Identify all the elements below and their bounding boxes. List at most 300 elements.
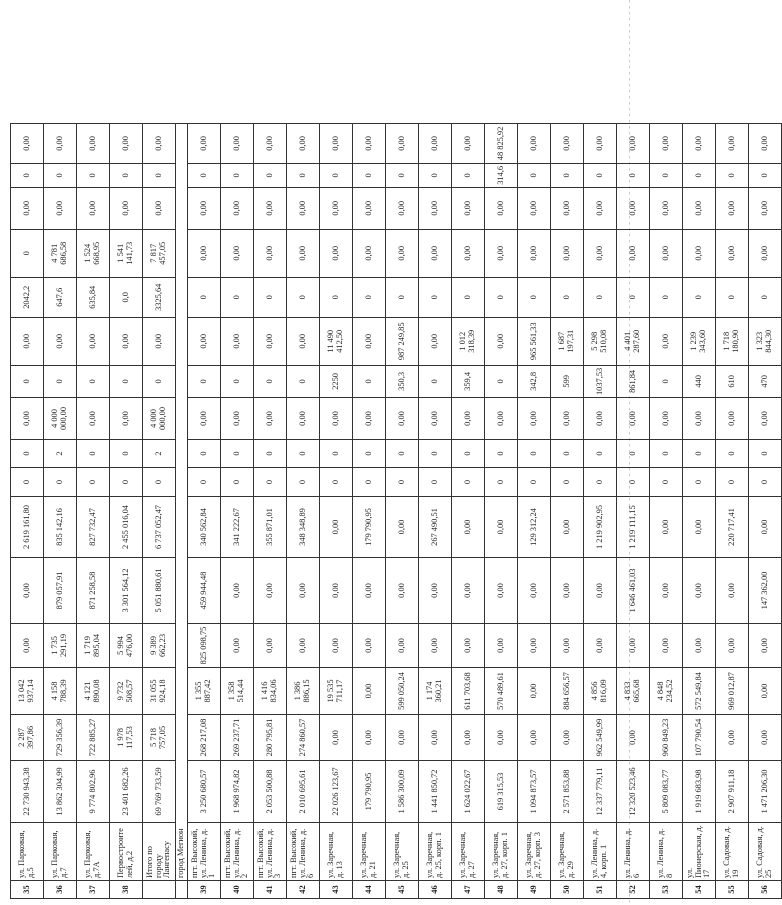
value-cell: 0 — [485, 440, 518, 468]
value-cell: 0 — [11, 163, 44, 187]
value-cell: 572 549,84 — [683, 668, 716, 715]
value-cell: 0,00 — [320, 187, 353, 229]
address-cell: ул. Садовая, д. 25 — [749, 823, 782, 881]
value-cell: 0,00 — [485, 558, 518, 624]
value-cell: 268 217,08 — [188, 715, 221, 761]
row-number: 46 — [419, 881, 452, 899]
value-cell: 0,00 — [254, 229, 287, 277]
value-cell: 0 — [221, 440, 254, 468]
address-cell: ул. Садовая, д. 19 — [716, 823, 749, 881]
value-cell: 1 541 141,73 — [110, 229, 143, 277]
row-number: 50 — [551, 881, 584, 899]
table-row — [485, 123, 518, 898]
value-cell: 5 298 510,08 — [584, 317, 617, 365]
value-cell: 2250 — [320, 365, 353, 397]
value-cell: 0 — [650, 468, 683, 497]
table-row — [551, 123, 584, 898]
value-cell: 987 249,85 — [386, 317, 419, 365]
value-cell: 969 012,87 — [716, 668, 749, 715]
value-cell: 0 — [683, 468, 716, 497]
row-number: 55 — [716, 881, 749, 899]
value-cell: 0 — [518, 277, 551, 317]
value-cell: 0,00 — [683, 123, 716, 163]
value-cell: 619 315,53 — [485, 761, 518, 823]
value-cell: 0,00 — [320, 624, 353, 668]
value-cell: 0,00 — [452, 398, 485, 440]
value-cell: 340 562,84 — [188, 497, 221, 558]
value-cell: 0 — [320, 440, 353, 468]
value-cell: 0 — [188, 365, 221, 397]
value-cell: 0 — [44, 468, 77, 497]
value-cell: 0 — [143, 163, 176, 187]
value-cell: 2 571 853,88 — [551, 761, 584, 823]
value-cell: 0,00 — [716, 123, 749, 163]
value-cell: 22 730 943,38 — [11, 761, 44, 823]
value-cell: 0,00 — [749, 624, 782, 668]
value-cell: 0,00 — [353, 187, 386, 229]
value-cell: 0,00 — [650, 497, 683, 558]
value-cell: 48 825,92 — [485, 123, 518, 163]
table-row — [419, 123, 452, 898]
row-number: 52 — [617, 881, 650, 899]
value-cell: 0 — [254, 440, 287, 468]
value-cell: 350,3 — [386, 365, 419, 397]
value-cell: 0 — [716, 163, 749, 187]
value-cell: 0,00 — [749, 187, 782, 229]
value-cell: 0,00 — [617, 187, 650, 229]
value-cell: 4 856 816,09 — [584, 668, 617, 715]
value-cell: 0,00 — [353, 229, 386, 277]
value-cell: 280 795,81 — [254, 715, 287, 761]
value-cell: 0,00 — [320, 123, 353, 163]
value-cell: 1 174 360,21 — [419, 668, 452, 715]
value-cell: 0 — [551, 468, 584, 497]
value-cell: 1 358 514,44 — [221, 668, 254, 715]
row-number: 48 — [485, 881, 518, 899]
value-cell: 0,00 — [419, 123, 452, 163]
value-cell: 0 — [353, 163, 386, 187]
value-cell: 0 — [110, 468, 143, 497]
value-cell: 0 — [188, 440, 221, 468]
value-cell: 1 919 683,98 — [683, 761, 716, 823]
value-cell: 0,00 — [11, 187, 44, 229]
row-number: 51 — [584, 881, 617, 899]
value-cell: 0,00 — [419, 715, 452, 761]
table-row — [749, 123, 782, 898]
value-cell: 0 — [419, 468, 452, 497]
value-cell: 0,00 — [419, 624, 452, 668]
value-cell: 2 287 397,86 — [11, 715, 44, 761]
row-number: 39 — [188, 881, 221, 899]
row-number: 43 — [320, 881, 353, 899]
value-cell: 0,00 — [584, 229, 617, 277]
value-cell: 0,00 — [320, 558, 353, 624]
value-cell: 0,00 — [320, 398, 353, 440]
value-cell: 0,00 — [353, 123, 386, 163]
value-cell: 341 222,67 — [221, 497, 254, 558]
address-cell: ул. Заречная, д. 27 — [452, 823, 485, 881]
value-cell: 599 050,24 — [386, 668, 419, 715]
value-cell: 611 703,68 — [452, 668, 485, 715]
value-cell: 0,00 — [11, 317, 44, 365]
value-cell: 0 — [584, 277, 617, 317]
row-number: 49 — [518, 881, 551, 899]
value-cell: 0,00 — [617, 229, 650, 277]
value-cell: 0 — [419, 163, 452, 187]
value-cell: 0 — [749, 440, 782, 468]
value-cell: 0,00 — [551, 624, 584, 668]
value-cell: 0,00 — [44, 187, 77, 229]
address-cell: пгт. Высокий, ул. Ленина, д. 3 — [254, 823, 287, 881]
address-cell: Итого по городу Лангепасу — [143, 823, 176, 881]
value-cell: 0,00 — [320, 715, 353, 761]
city-name: город Мегион — [176, 123, 188, 880]
value-cell: 0,00 — [551, 558, 584, 624]
address-cell: ул. Парковая, д.7 — [44, 823, 77, 881]
value-cell: 0,00 — [386, 123, 419, 163]
row-number — [143, 881, 176, 899]
value-cell: 0,00 — [749, 668, 782, 715]
value-cell: 0,00 — [77, 317, 110, 365]
value-cell: 2 053 500,88 — [254, 761, 287, 823]
value-cell: 884 656,57 — [551, 668, 584, 715]
value-cell: 4 781 686,58 — [44, 229, 77, 277]
value-cell: 0,00 — [584, 123, 617, 163]
value-cell: 0,00 — [188, 317, 221, 365]
value-cell: 0,00 — [683, 624, 716, 668]
value-cell: 0,00 — [485, 497, 518, 558]
value-cell: 0,00 — [11, 624, 44, 668]
value-cell: 0,00 — [485, 187, 518, 229]
address-cell: пгт. Высокий, ул. Ленина, д. 1 — [188, 823, 221, 881]
value-cell: 0 — [221, 163, 254, 187]
value-cell: 13 862 304,99 — [44, 761, 77, 823]
value-cell: 107 790,54 — [683, 715, 716, 761]
value-cell: 0 — [254, 163, 287, 187]
value-cell: 5 809 083,77 — [650, 761, 683, 823]
table-row — [353, 123, 386, 898]
value-cell: 179 790,95 — [353, 761, 386, 823]
value-cell: 179 790,95 — [353, 497, 386, 558]
value-cell: 0,00 — [650, 624, 683, 668]
value-cell: 0 — [650, 163, 683, 187]
value-cell: 0,00 — [254, 558, 287, 624]
address-cell: ул. Заречная, д. 25, корп. 1 — [419, 823, 452, 881]
value-cell: 0,00 — [518, 123, 551, 163]
value-cell: 0 — [386, 277, 419, 317]
value-cell: 0,00 — [254, 624, 287, 668]
value-cell: 0,00 — [551, 715, 584, 761]
value-cell: 348 348,89 — [287, 497, 320, 558]
address-cell: ул. Заречная, д. 29 — [551, 823, 584, 881]
table-row — [77, 123, 110, 898]
apartment-repair-table — [10, 123, 782, 899]
value-cell: 0 — [551, 163, 584, 187]
value-cell: 0,00 — [419, 398, 452, 440]
value-cell: 0,00 — [551, 123, 584, 163]
value-cell: 0,00 — [44, 317, 77, 365]
address-cell: ул. Заречная, д. 13 — [320, 823, 353, 881]
value-cell: 129 312,24 — [518, 497, 551, 558]
value-cell: 0 — [584, 468, 617, 497]
value-cell: 0,00 — [386, 187, 419, 229]
value-cell: 2 907 911,18 — [716, 761, 749, 823]
address-cell: ул. Парковая, д.7А — [77, 823, 110, 881]
value-cell: 1 719 895,04 — [77, 624, 110, 668]
value-cell: 0,00 — [143, 317, 176, 365]
value-cell: 871 258,58 — [77, 558, 110, 624]
value-cell: 0,00 — [452, 715, 485, 761]
value-cell: 0,00 — [551, 229, 584, 277]
value-cell: 0,00 — [287, 398, 320, 440]
value-cell: 459 944,48 — [188, 558, 221, 624]
row-number: 35 — [11, 881, 44, 899]
value-cell: 0 — [683, 440, 716, 468]
value-cell: 0 — [188, 163, 221, 187]
value-cell: 0,00 — [110, 187, 143, 229]
value-cell: 2 — [44, 440, 77, 468]
table-row — [188, 123, 221, 898]
value-cell: 1 718 180,90 — [716, 317, 749, 365]
value-cell: 0,00 — [110, 123, 143, 163]
table-row — [518, 123, 551, 898]
value-cell: 0,00 — [617, 123, 650, 163]
value-cell: 0 — [584, 440, 617, 468]
value-cell: 0,00 — [716, 229, 749, 277]
value-cell: 0,00 — [452, 187, 485, 229]
value-cell: 0,00 — [617, 715, 650, 761]
value-cell: 0,00 — [584, 624, 617, 668]
value-cell: 0 — [11, 468, 44, 497]
value-cell: 0,00 — [11, 123, 44, 163]
value-cell: 0 — [551, 440, 584, 468]
value-cell: 0 — [77, 163, 110, 187]
value-cell: 0 — [749, 277, 782, 317]
value-cell: 0,00 — [353, 668, 386, 715]
table-row — [650, 123, 683, 898]
value-cell: 0 — [386, 468, 419, 497]
address-cell: ул. Заречная, д. 21 — [353, 823, 386, 881]
value-cell: 4 000 000,00 — [44, 398, 77, 440]
value-cell: 722 885,27 — [77, 715, 110, 761]
value-cell: 0,00 — [485, 398, 518, 440]
value-cell: 0 — [551, 277, 584, 317]
row-number: 37 — [77, 881, 110, 899]
value-cell: 0,00 — [749, 229, 782, 277]
value-cell: 0,00 — [188, 123, 221, 163]
value-cell: 861,84 — [617, 365, 650, 397]
value-cell: 0,00 — [110, 317, 143, 365]
value-cell: 0,00 — [143, 187, 176, 229]
value-cell: 0 — [221, 277, 254, 317]
value-cell: 1 012 318,39 — [452, 317, 485, 365]
address-cell: ул. Ленина, д. 6 — [617, 823, 650, 881]
value-cell: 0,00 — [353, 558, 386, 624]
value-cell: 962 549,99 — [584, 715, 617, 761]
value-cell: 0 — [287, 440, 320, 468]
value-cell: 0 — [419, 277, 452, 317]
value-cell: 825 098,75 — [188, 624, 221, 668]
value-cell: 0,00 — [419, 558, 452, 624]
value-cell: 0 — [353, 468, 386, 497]
value-cell: 470 — [749, 365, 782, 397]
value-cell: 0,00 — [452, 123, 485, 163]
value-cell: 11 490 412,50 — [320, 317, 353, 365]
value-cell: 0 — [650, 365, 683, 397]
value-cell: 0 — [254, 277, 287, 317]
value-cell: 0,00 — [188, 187, 221, 229]
value-cell: 0,00 — [287, 187, 320, 229]
value-cell: 0 — [221, 468, 254, 497]
value-cell: 0 — [77, 440, 110, 468]
value-cell: 0,00 — [650, 317, 683, 365]
value-cell: 7 817 457,05 — [143, 229, 176, 277]
value-cell: 0,00 — [749, 123, 782, 163]
value-cell: 0,00 — [716, 558, 749, 624]
row-number: 44 — [353, 881, 386, 899]
value-cell: 1 416 834,06 — [254, 668, 287, 715]
value-cell: 827 732,47 — [77, 497, 110, 558]
row-number: 38 — [110, 881, 143, 899]
value-cell: 0,00 — [320, 229, 353, 277]
row-number: 36 — [44, 881, 77, 899]
row-number: 47 — [452, 881, 485, 899]
address-cell: ул. Парковая, д.5 — [11, 823, 44, 881]
value-cell: 0,00 — [353, 398, 386, 440]
value-cell: 0,00 — [11, 398, 44, 440]
value-cell: 0 — [452, 163, 485, 187]
value-cell: 0 — [143, 365, 176, 397]
value-cell: 0 — [683, 277, 716, 317]
value-cell: 0,00 — [650, 187, 683, 229]
value-cell: 0 — [485, 468, 518, 497]
address-cell: ул. Ленина, д. 8 — [650, 823, 683, 881]
value-cell: 0 — [452, 277, 485, 317]
value-cell: 0,00 — [320, 497, 353, 558]
table-row — [683, 123, 716, 898]
value-cell: 0,00 — [485, 715, 518, 761]
value-cell: 0,00 — [221, 398, 254, 440]
table-row — [287, 123, 320, 898]
value-cell: 5 718 757,05 — [143, 715, 176, 761]
value-cell: 0,00 — [287, 317, 320, 365]
value-cell: 4 000 000,00 — [143, 398, 176, 440]
value-cell: 0 — [320, 163, 353, 187]
table-row — [254, 123, 287, 898]
address-cell: ул. Заречная, д. 27, корп. 3 — [518, 823, 551, 881]
value-cell: 879 057,91 — [44, 558, 77, 624]
value-cell: 9 389 662,23 — [143, 624, 176, 668]
value-cell: 0 — [386, 440, 419, 468]
value-cell: 0,00 — [716, 624, 749, 668]
value-cell: 0,00 — [716, 715, 749, 761]
table-row — [320, 123, 353, 898]
value-cell: 147 362,00 — [749, 558, 782, 624]
value-cell: 0,00 — [188, 398, 221, 440]
value-cell: 0,00 — [77, 398, 110, 440]
value-cell: 0,00 — [386, 229, 419, 277]
value-cell: 0,00 — [584, 187, 617, 229]
value-cell: 0 — [77, 468, 110, 497]
value-cell: 0,00 — [452, 624, 485, 668]
address-cell: ул. Ленина, д. 4, корп. 1 — [584, 823, 617, 881]
value-cell: 19 535 711,17 — [320, 668, 353, 715]
value-cell: 0 — [518, 440, 551, 468]
value-cell: 0,00 — [221, 624, 254, 668]
value-cell: 0 — [683, 163, 716, 187]
value-cell: 0,00 — [518, 229, 551, 277]
value-cell: 0,0 — [110, 277, 143, 317]
value-cell: 1 219 111,15 — [617, 497, 650, 558]
row-number: 41 — [254, 881, 287, 899]
value-cell: 1 524 668,95 — [77, 229, 110, 277]
value-cell: 2 619 161,80 — [11, 497, 44, 558]
value-cell: 960 849,23 — [650, 715, 683, 761]
value-cell: 0 — [188, 277, 221, 317]
value-cell: 0,00 — [650, 558, 683, 624]
value-cell: 0 — [77, 365, 110, 397]
table-row — [44, 123, 77, 898]
value-cell: 0,00 — [77, 187, 110, 229]
value-cell: 1 624 022,67 — [452, 761, 485, 823]
value-cell: 314,6 — [485, 163, 518, 187]
value-cell: 0 — [419, 365, 452, 397]
value-cell: 1 386 886,15 — [287, 668, 320, 715]
row-number: 53 — [650, 881, 683, 899]
value-cell: 0,00 — [716, 398, 749, 440]
value-cell: 3325,64 — [143, 277, 176, 317]
value-cell: 6 737 052,47 — [143, 497, 176, 558]
value-cell: 0 — [452, 440, 485, 468]
value-cell: 342,8 — [518, 365, 551, 397]
value-cell: 0 — [353, 277, 386, 317]
value-cell: 0,00 — [584, 398, 617, 440]
value-cell: 1 978 117,53 — [110, 715, 143, 761]
value-cell: 0,00 — [518, 398, 551, 440]
row-number: 56 — [749, 881, 782, 899]
value-cell: 12 320 523,46 — [617, 761, 650, 823]
value-cell: 0 — [110, 440, 143, 468]
value-cell: 4 833 665,68 — [617, 668, 650, 715]
row-number: 42 — [287, 881, 320, 899]
value-cell: 0,00 — [452, 229, 485, 277]
value-cell: 0 — [44, 365, 77, 397]
table-row — [221, 123, 254, 898]
value-cell: 647,6 — [44, 277, 77, 317]
value-cell: 0,00 — [683, 558, 716, 624]
value-cell: 0 — [110, 365, 143, 397]
value-cell: 0,00 — [221, 558, 254, 624]
value-cell: 0,00 — [353, 715, 386, 761]
address-cell: пгт. Высокий, ул. Ленина, д. 6 — [287, 823, 320, 881]
city-header-row — [176, 123, 188, 898]
value-cell: 0,00 — [749, 398, 782, 440]
value-cell: 1 687 197,31 — [551, 317, 584, 365]
row-number: 45 — [386, 881, 419, 899]
value-cell: 69 769 733,59 — [143, 761, 176, 823]
value-cell: 1 646 461,03 — [617, 558, 650, 624]
value-cell: 0,00 — [749, 715, 782, 761]
value-cell: 0,00 — [188, 229, 221, 277]
value-cell: 1 219 902,95 — [584, 497, 617, 558]
value-cell: 0,00 — [716, 187, 749, 229]
value-cell: 0,00 — [143, 123, 176, 163]
value-cell: 0,00 — [287, 123, 320, 163]
value-cell: 0,00 — [353, 624, 386, 668]
value-cell: 0 — [11, 440, 44, 468]
value-cell: 599 — [551, 365, 584, 397]
value-cell: 0 — [287, 468, 320, 497]
